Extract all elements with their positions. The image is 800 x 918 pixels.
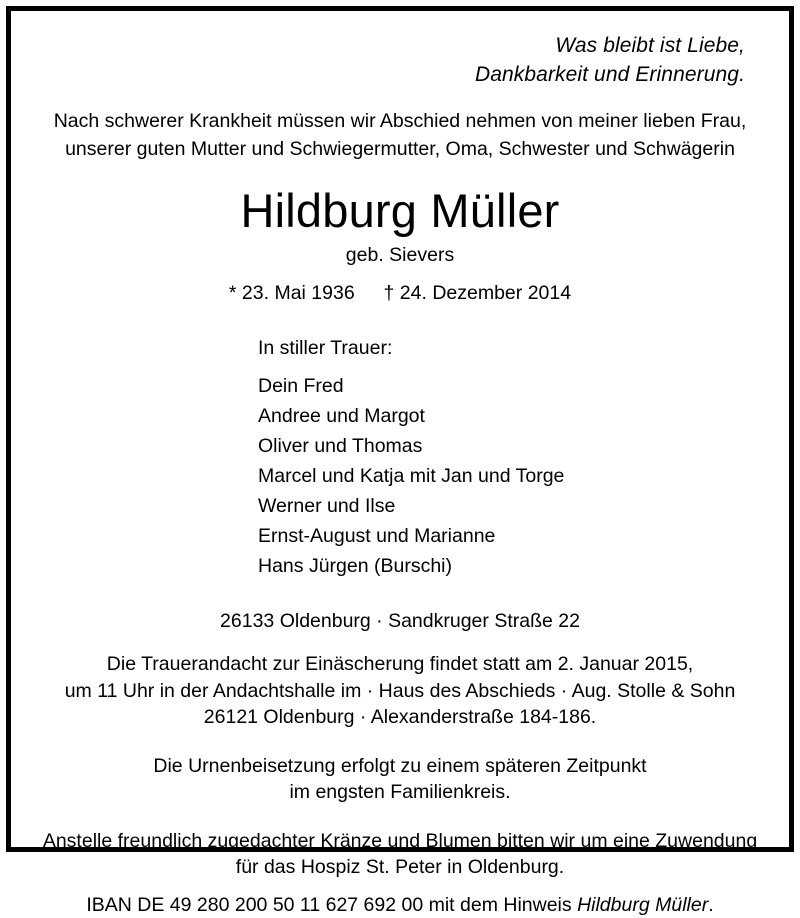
death-symbol-icon: †	[384, 282, 395, 304]
donation-line-2: für das Hospiz St. Peter in Oldenburg.	[33, 854, 767, 881]
interment-line-2: im engsten Familienkreis.	[33, 779, 767, 806]
obituary-notice	[6, 6, 794, 852]
intro-line-2: unserer guten Mutter und Schwiegermutter, Oma, Schwester und Schwägerin	[33, 135, 767, 163]
donation-line-1: Anstelle freundlich zugedachter Kränze und Blumen bitten wir um eine Zuwendung	[33, 828, 767, 855]
maiden-name: geb. Sievers	[33, 242, 767, 268]
list-item: Ernst-August und Marianne	[258, 521, 767, 551]
list-item: Werner und Ilse	[258, 491, 767, 521]
deceased-name: Hildburg Müller	[33, 183, 767, 239]
intro-text	[33, 107, 767, 163]
birth-date: 23. Mai 1936	[242, 282, 355, 304]
interment-line-1: Die Urnenbeisetzung erfolgt zu einem späteren Zeitpunkt	[33, 753, 767, 780]
epigraph-line-2: Dankbarkeit und Erinnerung.	[33, 60, 745, 89]
service-details	[33, 651, 767, 731]
intro-line-1: Nach schwerer Krankheit müssen wir Abschied nehmen von meiner lieben Frau,	[33, 107, 767, 135]
iban-line	[33, 892, 767, 918]
mourners-block	[33, 334, 767, 581]
service-line-2: um 11 Uhr in der Andachtshalle im · Haus des Abschieds · Aug. Stolle & Sohn	[33, 678, 767, 705]
life-dates	[33, 280, 767, 306]
list-item: Oliver und Thomas	[258, 431, 767, 461]
notice-inner	[11, 11, 789, 847]
iban-number: IBAN DE 49 280 200 50 11 627 692 00 mit dem Hinweis	[86, 894, 577, 916]
list-item: Marcel und Katja mit Jan und Torge	[258, 461, 767, 491]
epigraph	[33, 11, 767, 89]
donation-request	[33, 828, 767, 881]
birth-symbol-icon: *	[229, 282, 237, 304]
family-address: 26133 Oldenburg · Sandkruger Straße 22	[33, 608, 767, 634]
interment-note	[33, 753, 767, 806]
death-date: 24. Dezember 2014	[400, 282, 571, 304]
service-line-3: 26121 Oldenburg · Alexanderstraße 184-186.	[33, 704, 767, 731]
list-item: Dein Fred	[258, 371, 767, 401]
list-item: Hans Jürgen (Burschi)	[258, 551, 767, 581]
service-line-1: Die Trauerandacht zur Einäscherung findet statt am 2. Januar 2015,	[33, 651, 767, 678]
iban-reference: Hildburg Müller	[577, 894, 708, 916]
iban-suffix: .	[708, 894, 713, 916]
epigraph-line-1: Was bleibt ist Liebe,	[33, 31, 745, 60]
list-item: Andree und Margot	[258, 401, 767, 431]
mourners-heading: In stiller Trauer:	[258, 334, 767, 362]
